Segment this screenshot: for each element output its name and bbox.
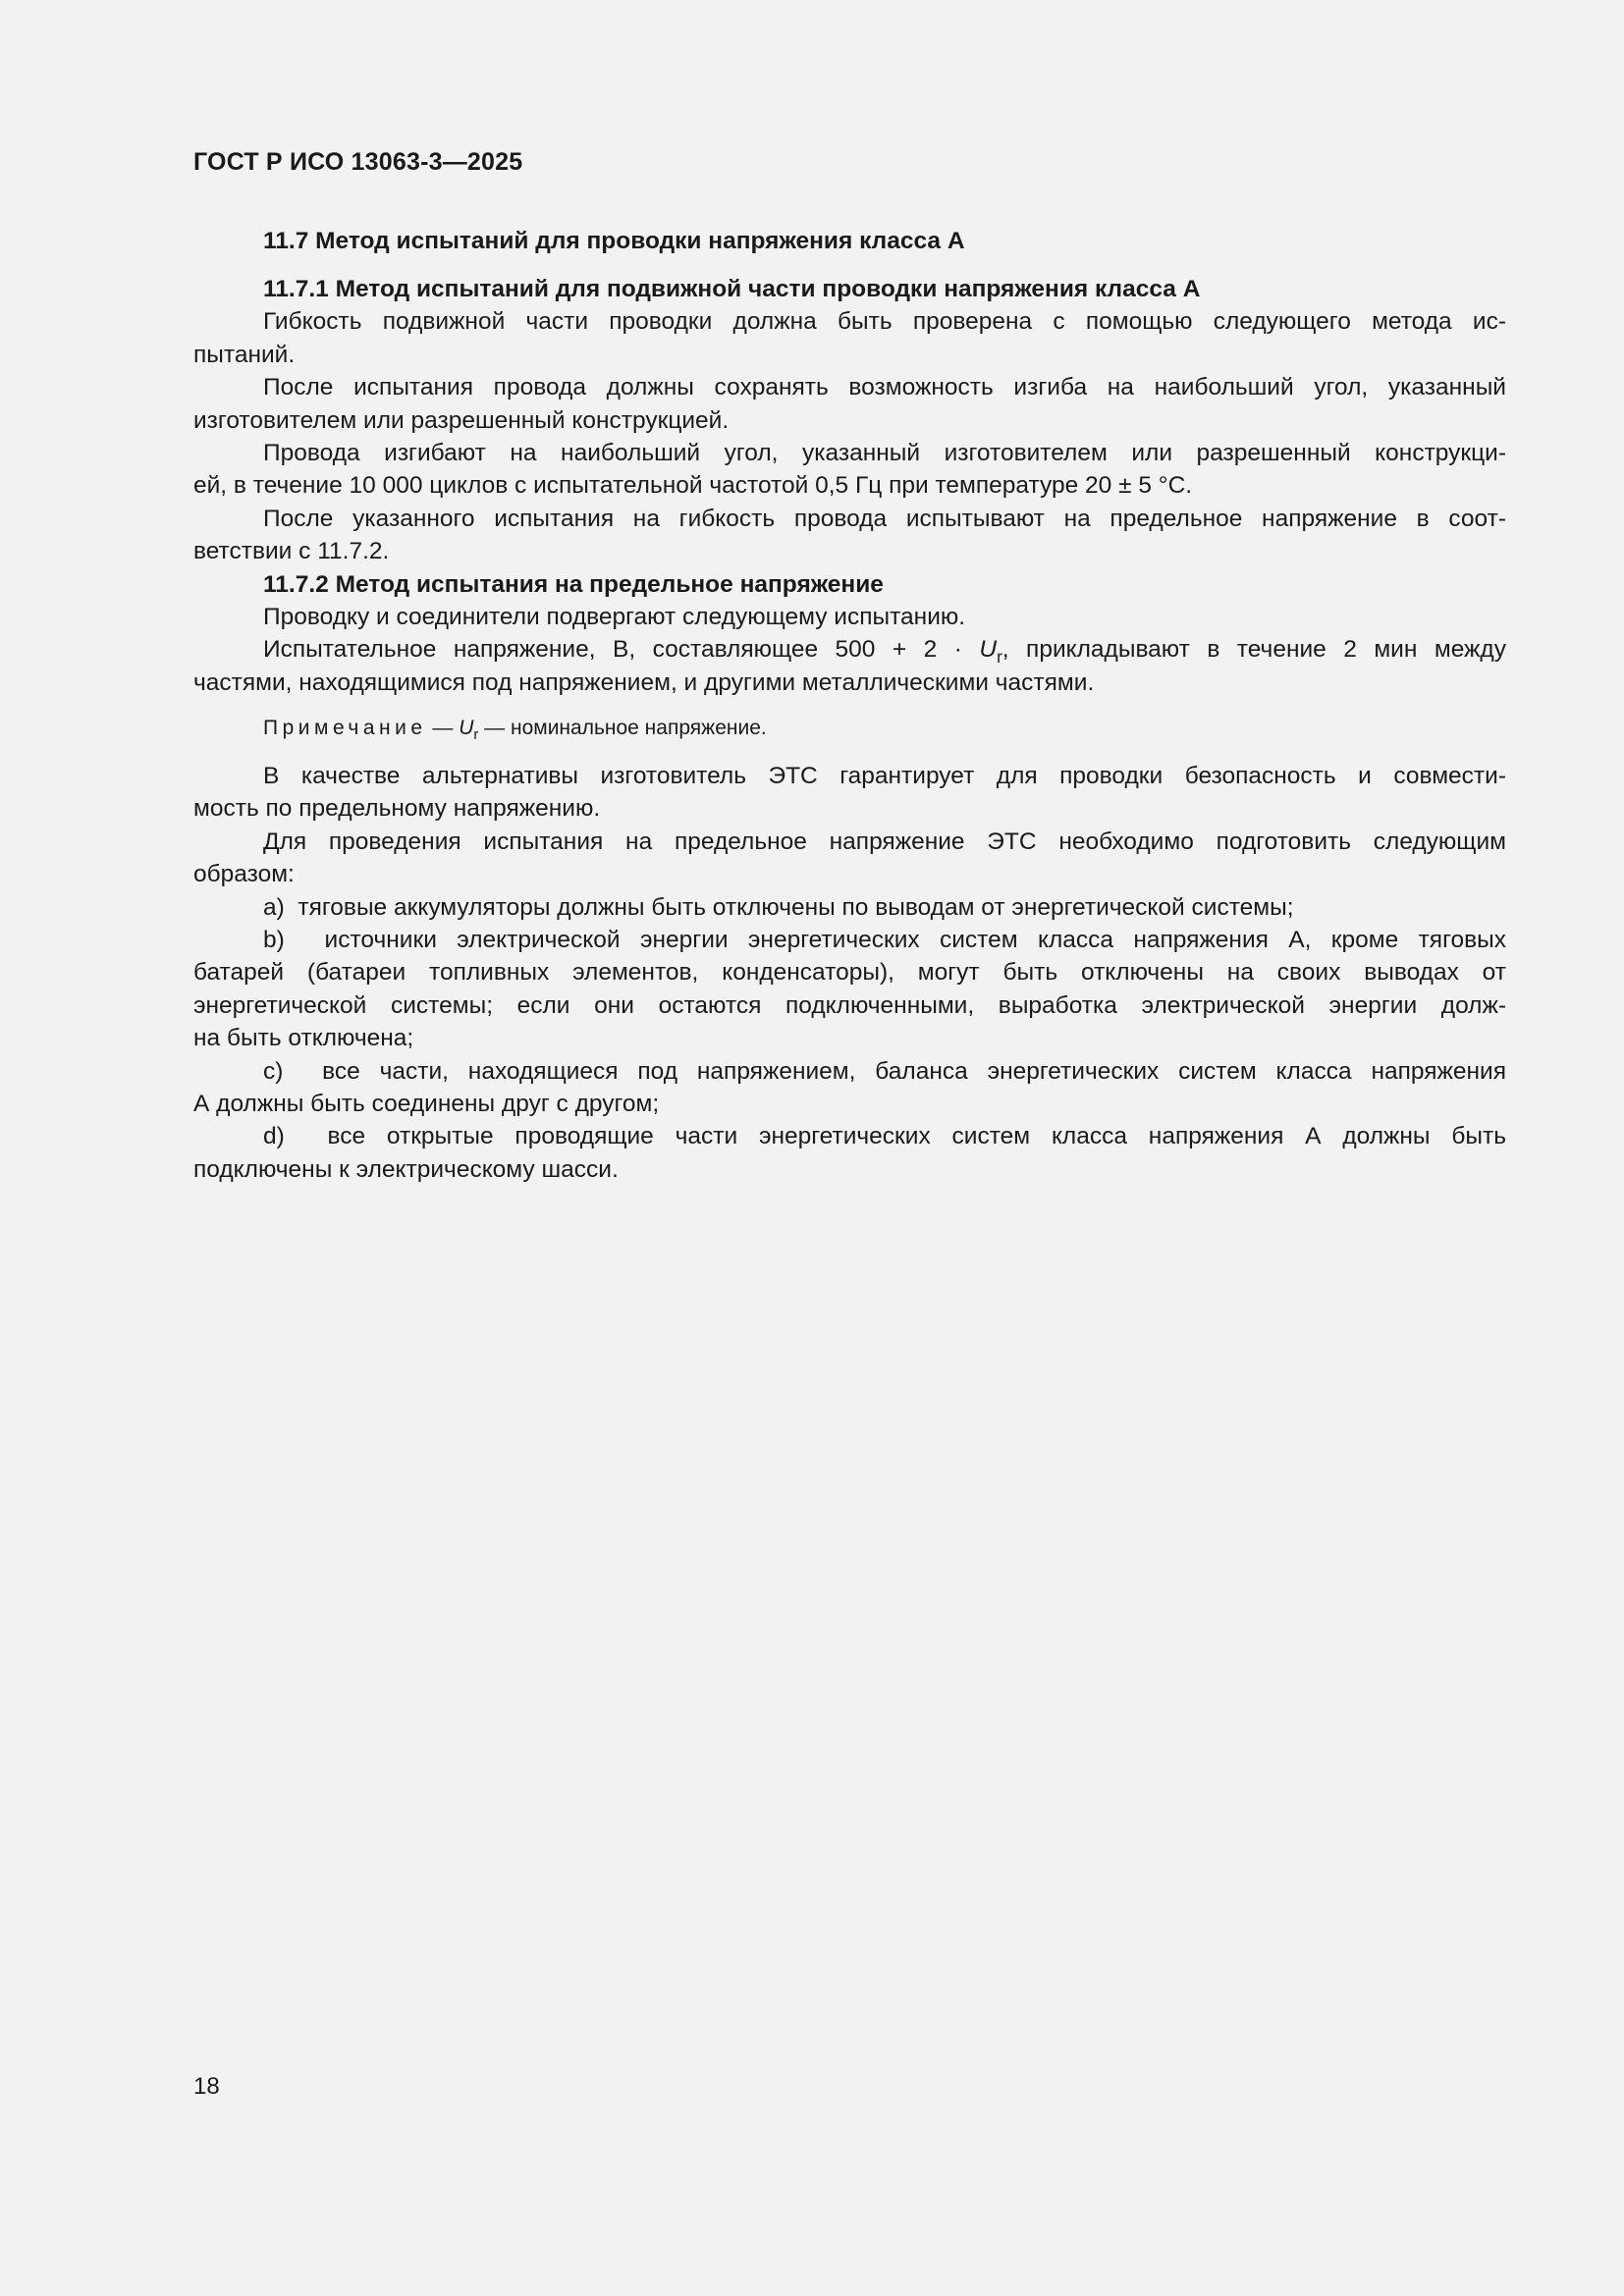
text-line: ветствии с 11.7.2. xyxy=(193,538,390,565)
text-line: на быть отключена; xyxy=(193,1025,414,1052)
text-line: Гибкость подвижной части проводки должна быть проверена с помощью следующего метода ис- xyxy=(263,308,1506,336)
list-item-c xyxy=(193,1055,1506,1121)
text-line: частями, находящимися под напряжением, и другими металлическими частями. xyxy=(193,668,1095,696)
voltage-symbol: U xyxy=(979,636,998,664)
list-item-a xyxy=(193,891,1506,924)
text-line: После испытания провода должны сохранять возможность изгиба на наибольший угол, указанный xyxy=(263,374,1506,401)
text-line: пытаний. xyxy=(193,341,296,368)
text-line: В качестве альтернативы изготовитель ЭТС гарантирует для проводки безопасность и совмести- xyxy=(263,762,1506,789)
text-line: Для проведения испытания на предельное напряжение ЭТС необходимо подготовить следующим xyxy=(263,828,1506,855)
section-heading-11-7: 11.7 Метод испытаний для проводки напряжения класса А xyxy=(263,228,965,254)
paragraph: Проводку и соединители подвергают следующему испытанию. xyxy=(263,604,966,631)
text-line: ей, в течение 10 000 циклов с испытательной частотой 0,5 Гц при температуре 20 ± 5 °С. xyxy=(193,472,1193,500)
text-line: батарей (батареи топливных элементов, конденсаторы), могут быть отключены на своих выводах от xyxy=(193,959,1506,987)
section-heading-11-7-2: 11.7.2 Метод испытания на предельное напряжение xyxy=(263,570,884,598)
paragraph xyxy=(193,437,1506,503)
text-line: А должны быть соединены друг с другом; xyxy=(193,1090,660,1117)
note: Примечание — $U_r$ — номинальное напряжение. xyxy=(263,716,767,744)
list-item-b xyxy=(193,924,1506,1055)
page-number: 18 xyxy=(193,2073,220,2100)
paragraph xyxy=(193,371,1506,437)
text-line: После указанного испытания на гибкость провода испытывают на предельное напряжение в соот- xyxy=(263,505,1506,532)
list-marker: d) xyxy=(263,1123,285,1150)
document-body xyxy=(193,225,1506,1186)
text-line: c) все части, находящиеся под напряжением, баланса энергетических систем класса напряжения xyxy=(263,1057,1506,1085)
text-line: d) все открытые проводящие части энергетических систем класса напряжения А должны быть xyxy=(263,1123,1506,1150)
paragraph xyxy=(193,826,1506,891)
text-line: изготовителем или разрешенный конструкцией. xyxy=(193,406,730,434)
paragraph-test-voltage xyxy=(193,633,1506,699)
text-line: энергетической системы; если они остаются подключенными, выработка электрической энергии долж- xyxy=(193,991,1506,1019)
text-line: Испытательное напряжение, В, составляющее $500 + 2 \cdot U_r$, прикладывают в течение 2 мин между xyxy=(263,636,1506,667)
text-line: a) тяговые аккумуляторы должны быть отключены по выводам от энергетической системы; xyxy=(263,893,1294,921)
list-item-d xyxy=(193,1120,1506,1186)
list-marker: b) xyxy=(263,926,285,953)
text-line: Провода изгибают на наибольший угол, указанный изготовителем или разрешенный конструкци- xyxy=(263,440,1506,467)
list-marker: a) xyxy=(263,893,285,921)
paragraph xyxy=(193,760,1506,826)
document-header: ГОСТ Р ИСО 13063-3—2025 xyxy=(193,148,523,176)
text-line: подключены к электрическому шасси. xyxy=(193,1155,619,1183)
text-line: мость по предельному напряжению. xyxy=(193,795,601,823)
voltage-subscript: r xyxy=(997,647,1002,667)
text-line: образом: xyxy=(193,861,295,888)
section-heading-11-7-1: 11.7.1 Метод испытаний для подвижной части проводки напряжения класса А xyxy=(263,276,1201,302)
note-label: Примечание xyxy=(263,716,427,739)
paragraph xyxy=(193,305,1506,371)
paragraph xyxy=(193,503,1506,568)
list-marker: c) xyxy=(263,1057,284,1085)
text-line: b) источники электрической энергии энергетических систем класса напряжения А, кроме тяговых xyxy=(263,926,1506,953)
